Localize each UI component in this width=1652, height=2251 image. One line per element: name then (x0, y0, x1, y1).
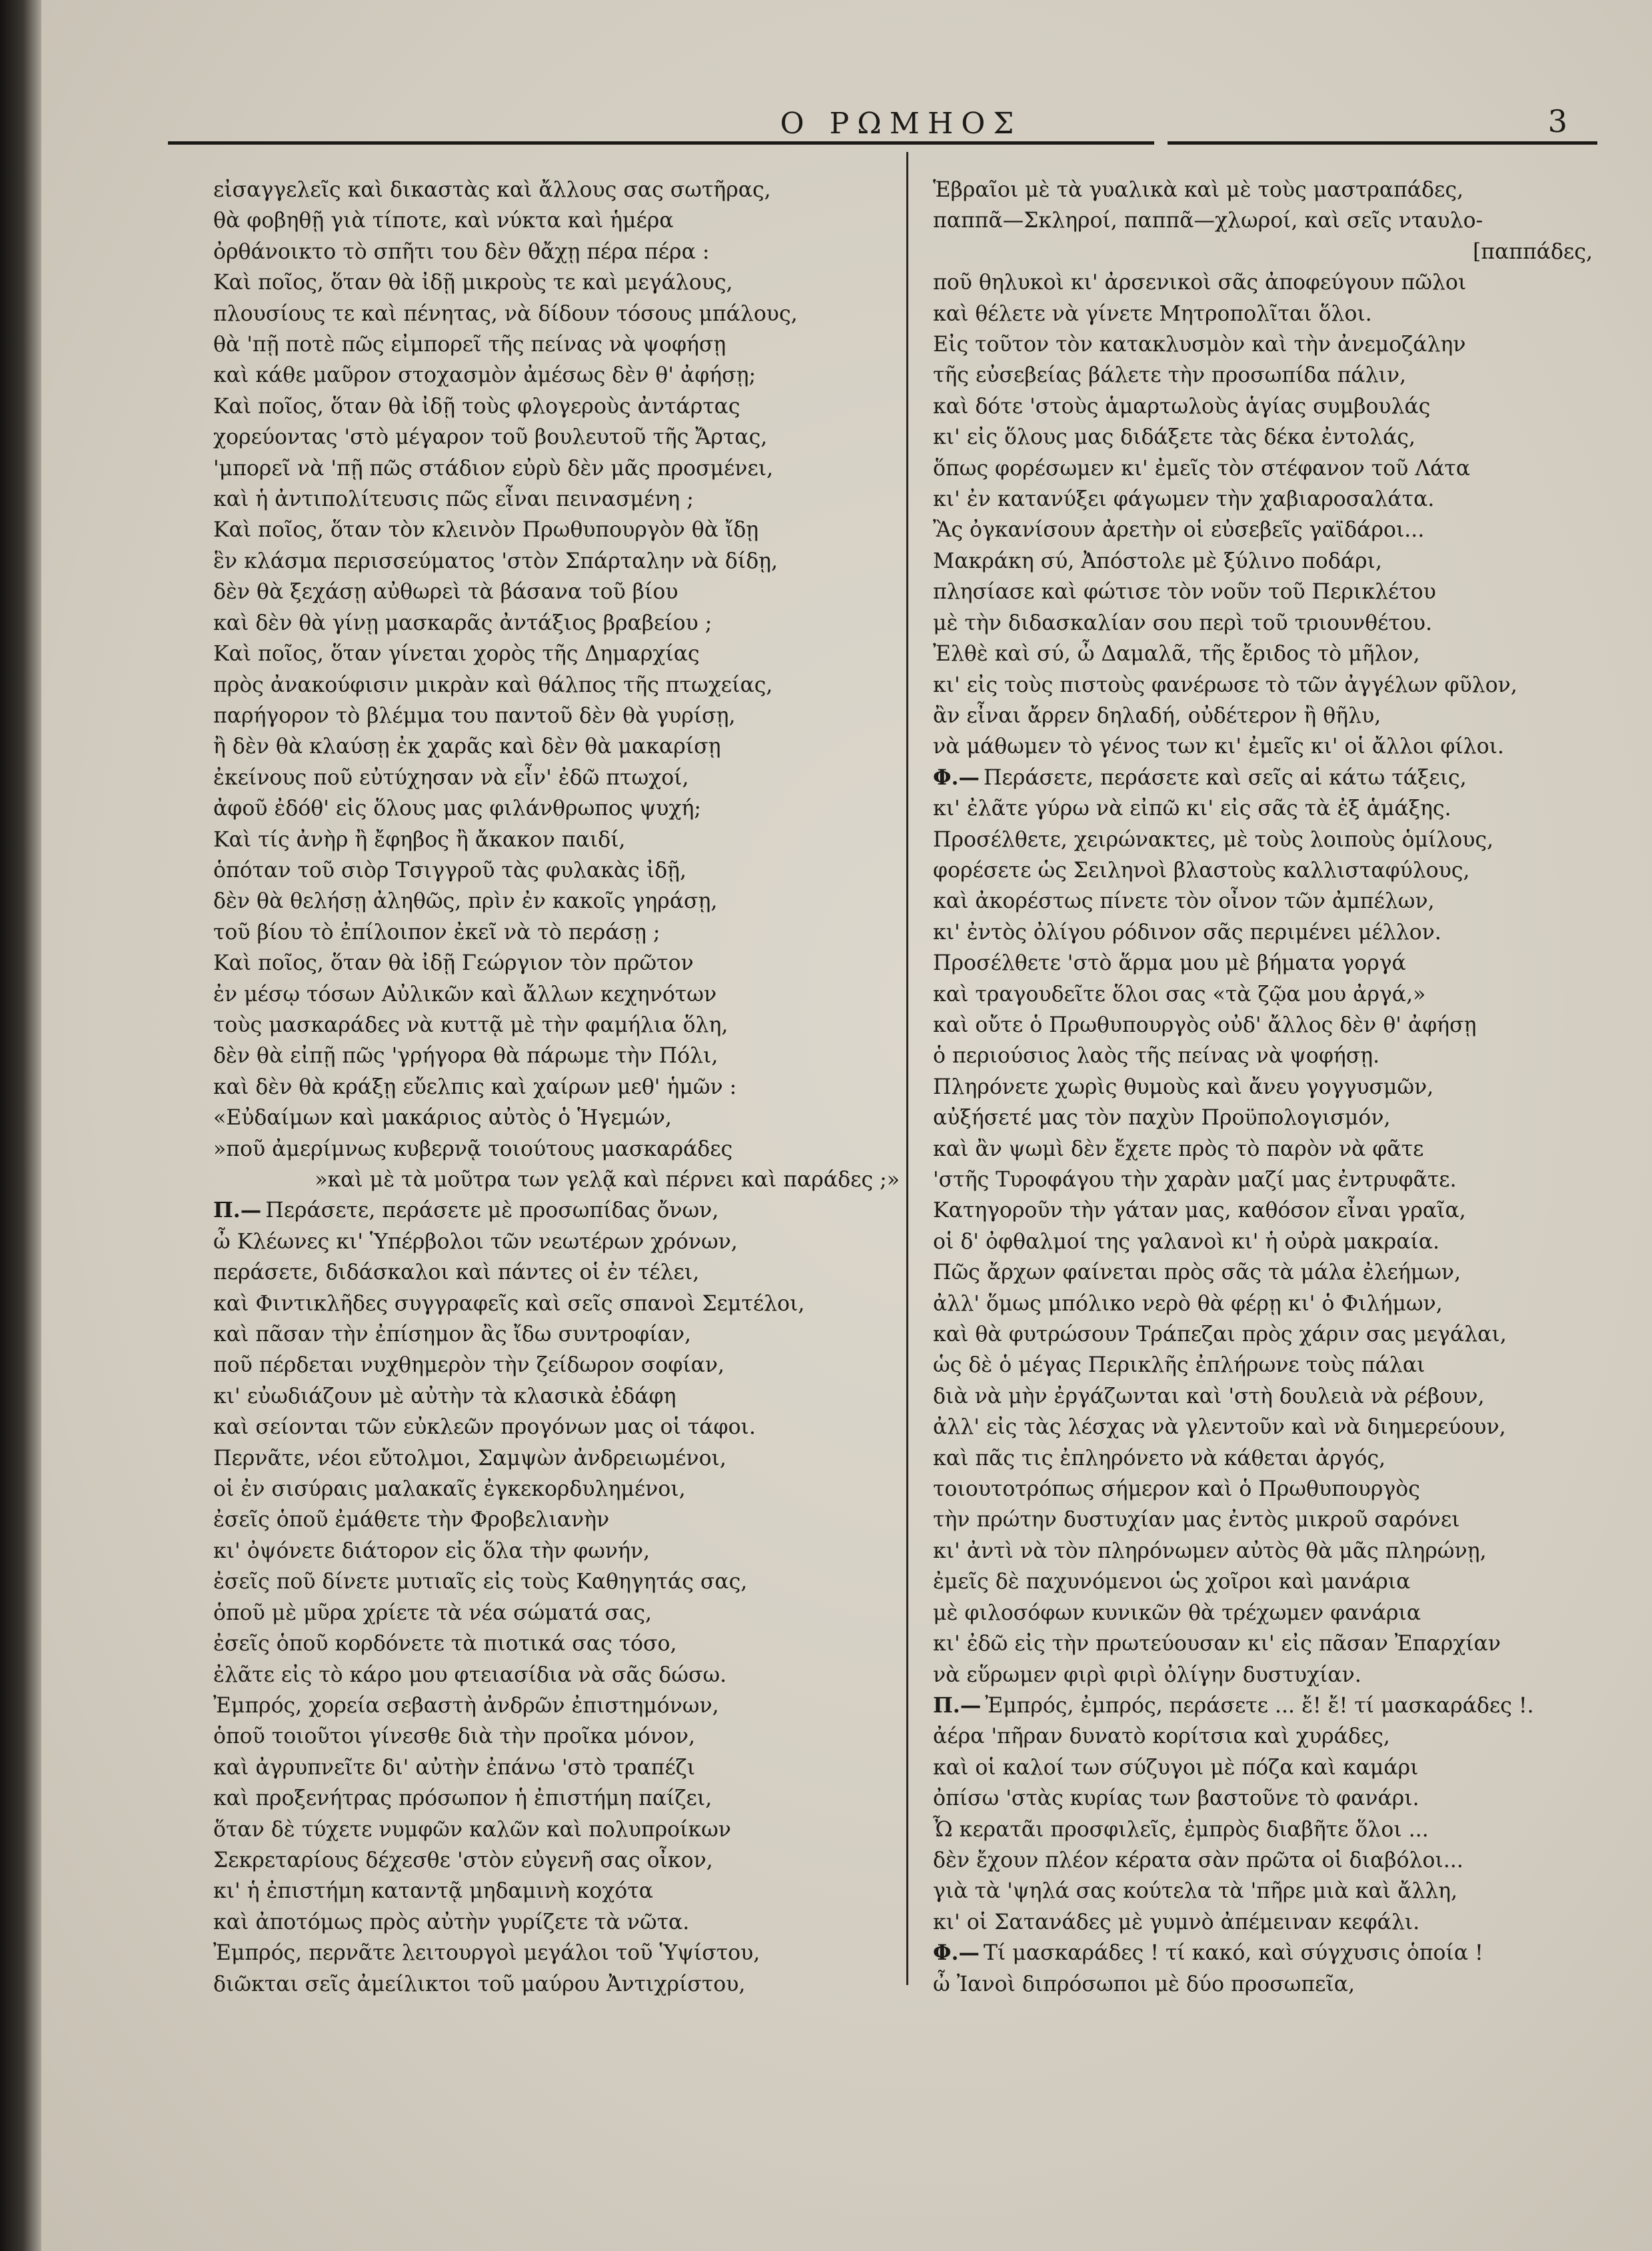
verse-line (933, 1566, 1599, 1597)
verse-text: φορέσετε ὡς Σειληνοὶ βλαστοὺς καλλισταφύλους, (933, 858, 1470, 883)
verse-text: Ἐλθὲ καὶ σύ, ὦ Δαμαλᾶ, τῆς ἔριδος τὸ μῆλον, (933, 642, 1420, 667)
verse-text: καὶ οἱ καλοί των σύζυγοι μὲ πόζα καὶ καμάρι (933, 1755, 1419, 1780)
verse-line (933, 453, 1599, 484)
verse-line (213, 1907, 906, 1938)
verse-text: κι' εἰς ὅλους μας διδάξετε τὰς δέκα ἐντολάς, (933, 425, 1416, 450)
verse-text: Προσέλθετε 'στὸ ἅρμα μου μὲ βήματα γοργά (933, 951, 1406, 976)
verse-text: τοὺς μασκαράδες νὰ κυττᾷ μὲ τὴν φαμήλια ὅλη, (213, 1013, 728, 1037)
verse-line (213, 1288, 906, 1319)
verse-text: καὶ δότε 'στοὺς ἁμαρτωλοὺς ἁγίας συμβουλάς (933, 394, 1431, 419)
verse-line (933, 237, 1599, 267)
verse-text: καὶ ἂν ψωμὶ δὲν ἔχετε πρὸς τὸ παρὸν νὰ φᾶτε (933, 1136, 1424, 1161)
verse-text: Σεκρεταρίους δέχεσθε 'στὸν εὐγενῆ σας οἶκον, (213, 1848, 713, 1872)
verse-text: Ἂς ὀγκανίσουν ἀρετὴν οἱ εὐσεβεῖς γαϊδάροι... (933, 518, 1425, 543)
verse-text: 'μπορεῖ νὰ 'πῇ πῶς στάδιον εὐρὺ δὲν μᾶς προσμένει, (213, 456, 774, 481)
verse-text: ὁποῦ τοιοῦτοι γίνεσθε διὰ τὴν προῖκα μόνον, (213, 1724, 696, 1749)
verse-text: ὦ Κλέωνες κι' Ὑπέρβολοι τῶν νεωτέρων χρόνων, (213, 1229, 738, 1254)
verse-text: ἐσεῖς ὁποῦ ἐμάθετε τὴν Φροβελιανὴν (213, 1508, 610, 1532)
speaker-label: Π.— (213, 1198, 262, 1223)
verse-line (933, 1721, 1599, 1752)
verse-text: Ἐμπρός, ἐμπρός, περάσετε ... ἔ! ἔ! τί μασκαράδες !. (985, 1693, 1534, 1718)
verse-line (933, 484, 1599, 515)
verse-text: Εἰς τοῦτον τὸν κατακλυσμὸν καὶ τὴν ἀνεμοζάλην (933, 333, 1466, 357)
verse-text: Πῶς ἄρχων φαίνεται πρὸς σᾶς τὰ μάλα ἐλεήμων, (933, 1260, 1461, 1285)
verse-line (213, 1412, 906, 1442)
verse-line (933, 1350, 1599, 1380)
verse-text: «Εὐδαίμων καὶ μακάριος αὐτὸς ὁ Ἡγεμών, (213, 1106, 672, 1130)
verse-text: περάσετε, διδάσκαλοι καὶ πάντες οἱ ἐν τέλει, (213, 1260, 700, 1285)
verse-text: ἐλᾶτε εἰς τὸ κάρο μου φτειασίδια νὰ σᾶς δώσω. (213, 1662, 727, 1687)
verse-text: καὶ προξενήτρας πρόσωπον ἡ ἐπιστήμη παίζει, (213, 1786, 712, 1811)
verse-line (933, 1845, 1599, 1876)
verse-text: καὶ δὲν θὰ γίνῃ μασκαρᾶς ἀντάξιος βραβείου ; (213, 611, 712, 635)
verse-line (213, 422, 906, 453)
verse-line (933, 1783, 1599, 1814)
verse-line (213, 948, 906, 979)
verse-line (213, 1474, 906, 1504)
verse-text: ὀρθάνοικτο τὸ σπῆτι του δὲν θἄχῃ πέρα πέρα : (213, 239, 710, 264)
verse-text: Κατηγοροῦν τὴν γάταν μας, καθόσον εἶναι γραῖα, (933, 1198, 1466, 1223)
verse-line (933, 1288, 1599, 1319)
verse-line (213, 1721, 906, 1752)
verse-text: Προσέλθετε, χειρώνακτες, μὲ τοὺς λοιποὺς ὁμίλους, (933, 827, 1494, 852)
verse-line (213, 1134, 906, 1164)
verse-line (933, 1504, 1599, 1535)
verse-line (213, 1598, 906, 1628)
verse-text: διῶκται σεῖς ἀμείλικτοι τοῦ μαύρου Ἀντιχρίστου, (213, 1972, 746, 1996)
verse-text: ὅπως φορέσωμεν κι' ἐμεῖς τὸν στέφανον τοῦ Λάτα (933, 456, 1471, 481)
verse-line (213, 1969, 906, 2000)
verse-text: Τί μασκαράδες ! τί κακό, καὶ σύγχυσις ὁποία ! (983, 1941, 1483, 1966)
verse-line (213, 175, 906, 205)
verse-text: κι' ἐλᾶτε γύρω νὰ εἰπῶ κι' εἰς σᾶς τὰ ἐξ ἁμάξης. (933, 797, 1451, 821)
verse-text: καὶ κάθε μαῦρον στοχασμὸν ἀμέσως δὲν θ' ἀφήσῃ; (213, 363, 756, 388)
verse-text: νὰ εὕρωμεν φιρὶ φιρὶ ὀλίγην δυστυχίαν. (933, 1662, 1361, 1687)
verse-text: κι' ἡ ἐπιστήμη καταντᾷ μηδαμινὴ κοχότα (213, 1879, 654, 1904)
verse-line (213, 1103, 906, 1133)
verse-line (213, 1504, 906, 1535)
verse-text: κι' εἰς τοὺς πιστοὺς φανέρωσε τὸ τῶν ἀγγέλων φῦλον, (933, 673, 1517, 697)
verse-line (213, 1938, 906, 1968)
verse-text: ἀέρα 'πῆραν δυνατὸ κορίτσια καὶ χυράδες, (933, 1724, 1390, 1749)
verse-text: τοιουτοτρόπως σήμερον καὶ ὁ Πρωθυπουργὸς (933, 1477, 1420, 1502)
verse-line (933, 1690, 1599, 1721)
verse-line (933, 1381, 1599, 1412)
verse-text: ἀλλ' ὅμως μπόλικο νερὸ θὰ φέρῃ κι' ὁ Φιλήμων, (933, 1291, 1443, 1316)
verse-line (933, 1536, 1599, 1566)
verse-text: παρήγορον τὸ βλέμμα του παντοῦ δὲν θὰ γυρίσῃ, (213, 703, 736, 728)
verse-line (933, 391, 1599, 422)
verse-line (933, 793, 1599, 824)
verse-line (933, 1072, 1599, 1103)
verse-line (213, 1226, 906, 1257)
page-number: 3 (1547, 103, 1567, 139)
verse-text: διὰ νὰ μὴν ἐργάζωνται καὶ 'στὴ δουλειὰ νὰ ρέβουν, (933, 1384, 1485, 1408)
verse-text: οἱ δ' ὀφθαλμοί της γαλανοὶ κι' ἡ οὐρὰ μακραία. (933, 1229, 1440, 1254)
verse-line (213, 1690, 906, 1721)
verse-text: τῆς εὐσεβείας βάλετε τὴν προσωπίδα πάλιν, (933, 363, 1407, 388)
verse-text: ἀφοῦ ἐδόθ' εἰς ὅλους μας φιλάνθρωπος ψυχή; (213, 797, 702, 821)
verse-line (933, 1474, 1599, 1504)
verse-line (213, 917, 906, 948)
verse-line (933, 825, 1599, 855)
verse-line (933, 1195, 1599, 1226)
verse-line (213, 1350, 906, 1380)
verse-text: ὀπίσω 'στὰς κυρίας των βαστοῦνε τὸ φανάρι. (933, 1786, 1419, 1811)
verse-text: ἐσεῖς ὁποῦ κορδόνετε τὰ πιοτικά σας τόσο, (213, 1632, 677, 1656)
verse-text: καὶ πᾶσαν τὴν ἐπίσημον ἂς ἴδω συντροφίαν, (213, 1322, 692, 1347)
verse-text: κι' οἱ Σατανάδες μὲ γυμνὸ ἀπέμειναν κεφάλι. (933, 1910, 1420, 1934)
verse-text: οἱ ἐν σισύραις μαλακαῖς ἐγκεκορδυλημένοι, (213, 1477, 686, 1502)
verse-text: καὶ πᾶς τις ἐπληρόνετο νὰ κάθεται ἀργός, (933, 1446, 1386, 1470)
verse-text: κι' ὀψόνετε διάτορον εἰς ὅλα τὴν φωνήν, (213, 1538, 650, 1563)
verse-line (213, 360, 906, 391)
verse-line (213, 1783, 906, 1814)
verse-line (933, 886, 1599, 917)
speaker-label: Π.— (933, 1692, 982, 1718)
verse-line (213, 701, 906, 731)
speaker-label: Φ.— (933, 765, 980, 790)
verse-text: ἐν μέσῳ τόσων Αὐλικῶν καὶ ἄλλων κεχηνότων (213, 982, 717, 1007)
left-column (213, 175, 906, 2000)
verse-text: ἐμεῖς δὲ παχυνόμενοι ὡς χοῖροι καὶ μανάρια (933, 1570, 1411, 1594)
verse-line (213, 453, 906, 484)
verse-text: θὰ 'πῇ ποτὲ πῶς εἰμπορεῖ τῆς πείνας νὰ ψοφήσῃ (213, 333, 726, 357)
verse-line (213, 1876, 906, 1906)
verse-text: κι' ἐν κατανύξει φάγωμεν τὴν χαβιαροσαλάτα. (933, 487, 1435, 512)
verse-line (933, 1814, 1599, 1845)
verse-text: Καὶ ποῖος, ὅταν θὰ ἰδῇ τοὺς φλογεροὺς ἀντάρτας (213, 394, 740, 419)
column-divider (906, 152, 908, 1985)
verse-line (933, 670, 1599, 701)
verse-line (933, 175, 1599, 205)
verse-line (213, 1164, 906, 1195)
verse-text: καὶ Φιντικλῆδες συγγραφεῖς καὶ σεῖς σπανοὶ Σεμτέλοι, (213, 1291, 805, 1316)
verse-text: ποῦ πέρδεται νυχθημερὸν τὴν ζείδωρον σοφίαν, (213, 1353, 725, 1378)
verse-text: δὲν θὰ θελήσῃ ἀληθῶς, πρὶν ἐν κακοῖς γηράσῃ, (213, 889, 718, 914)
verse-line (213, 1752, 906, 1783)
verse-line (933, 1041, 1599, 1071)
verse-text: ἐκείνους ποῦ εὐτύχησαν νὰ εἶν' ἐδῶ πτωχοί, (213, 765, 689, 790)
verse-line (213, 237, 906, 267)
verse-text: Ἑβραῖοι μὲ τὰ γυαλικὰ καὶ μὲ τοὺς μαστραπάδες, (933, 178, 1464, 202)
verse-text: Περάσετε, περάσετε καὶ σεῖς αἱ κάτω τάξεις, (983, 765, 1467, 790)
verse-text: πλουσίους τε καὶ πένητας, νὰ δίδουν τόσους μπάλους, (213, 301, 798, 326)
verse-line (933, 329, 1599, 360)
verse-line (933, 299, 1599, 329)
verse-line (933, 639, 1599, 669)
verse-text: »ποῦ ἀμερίμνως κυβερνᾷ τοιούτους μασκαράδες (213, 1136, 733, 1161)
verse-text: ὁ περιούσιος λαὸς τῆς πείνας νὰ ψοφήσῃ. (933, 1044, 1380, 1069)
verse-line (213, 1195, 906, 1226)
running-head-title: Ο ΡΩΜΗΟΣ (780, 107, 1022, 141)
verse-text: καὶ θέλετε νὰ γίνετε Μητροπολῖται ὅλοι. (933, 301, 1372, 326)
right-column (933, 175, 1599, 2000)
verse-text: νὰ μάθωμεν τὸ γένος των κι' ἐμεῖς κι' οἱ ἄλλοι φίλοι. (933, 735, 1505, 759)
verse-text: ἓν κλάσμα περισσεύματος 'στὸν Σπάρταλην νὰ δίδῃ, (213, 549, 778, 573)
verse-text: ὅταν δὲ τύχετε νυμφῶν καλῶν καὶ πολυπροίκων (213, 1817, 732, 1842)
verse-text: Πληρόνετε χωρὶς θυμοὺς καὶ ἄνευ γογγυσμῶν, (933, 1075, 1434, 1099)
verse-line (933, 1103, 1599, 1133)
verse-line (213, 979, 906, 1010)
header-rule-left (168, 141, 1154, 145)
verse-line (213, 639, 906, 669)
verse-line (933, 1628, 1599, 1659)
verse-line (213, 546, 906, 577)
verse-text: καὶ θὰ φυτρώσουν Τράπεζαι πρὸς χάριν σας μεγάλαι, (933, 1322, 1507, 1347)
verse-text: γιὰ τὰ 'ψηλά σας κούτελα τὰ 'πῆρε μιὰ καὶ ἄλλη, (933, 1879, 1458, 1904)
verse-line (213, 825, 906, 855)
verse-line (933, 267, 1599, 298)
verse-text: ὁπόταν τοῦ σιὸρ Τσιγγροῦ τὰς φυλακὰς ἰδῇ, (213, 858, 687, 883)
verse-text: ἂν εἶναι ἄρρεν δηλαδή, οὐδέτερον ἢ θῆλυ, (933, 703, 1381, 728)
verse-line (933, 763, 1599, 793)
verse-line (933, 1412, 1599, 1442)
verse-line (933, 608, 1599, 639)
verse-text: Καὶ ποῖος, ὅταν θὰ ἰδῇ μικροὺς τε καὶ μεγάλους, (213, 271, 733, 295)
verse-text: Καὶ ποῖος, ὅταν τὸν κλεινὸν Πρωθυπουργὸν θὰ ἴδῃ (213, 518, 759, 543)
verse-text: πρὸς ἀνακούφισιν μικρὰν καὶ θάλπος τῆς πτωχείας, (213, 673, 773, 697)
verse-line (933, 1257, 1599, 1288)
verse-text: ὡς δὲ ὁ μέγας Περικλῆς ἐπλήρωνε τοὺς πάλαι (933, 1353, 1425, 1378)
verse-text: ἐσεῖς ποῦ δίνετε μυτιαῖς εἰς τοὺς Καθηγητάς σας, (213, 1570, 748, 1594)
verse-line (933, 1319, 1599, 1350)
verse-text: τὴν πρώτην δυστυχίαν μας ἐντὸς μικροῦ σαρόνει (933, 1508, 1460, 1532)
verse-line (213, 205, 906, 236)
verse-text: ὁποῦ μὲ μῦρα χρίετε τὰ νέα σώματά σας, (213, 1600, 652, 1625)
verse-line (933, 360, 1599, 391)
verse-text: [παππάδες, (1473, 239, 1593, 264)
verse-line (213, 1381, 906, 1412)
verse-text: 'στῆς Τυροφάγου τὴν χαρὰν μαζί μας ἐντρυφᾶτε. (933, 1168, 1457, 1192)
verse-line (933, 577, 1599, 607)
verse-line (933, 422, 1599, 453)
verse-line (933, 546, 1599, 577)
verse-line (213, 608, 906, 639)
verse-line (213, 1072, 906, 1103)
verse-text: ἢ δὲν θὰ κλαύσῃ ἐκ χαρᾶς καὶ δὲν θὰ μακαρίσῃ (213, 735, 721, 759)
verse-text: κι' ἐντὸς ὀλίγου ρόδινον σᾶς περιμένει μέλλον. (933, 920, 1441, 945)
verse-line (213, 670, 906, 701)
verse-text: καὶ ἀποτόμως πρὸς αὐτὴν γυρίζετε τὰ νῶτα. (213, 1910, 690, 1934)
verse-text: Ἐμπρός, χορεία σεβαστὴ ἀνδρῶν ἐπιστημόνων, (213, 1693, 719, 1718)
verse-line (213, 267, 906, 298)
verse-line (933, 1134, 1599, 1164)
verse-line (933, 731, 1599, 762)
speaker-label: Φ.— (933, 1940, 980, 1966)
verse-line (213, 1814, 906, 1845)
header-rule-right (1168, 141, 1597, 145)
verse-line (933, 917, 1599, 948)
verse-text: Καὶ ποῖος, ὅταν γίνεται χορὸς τῆς Δημαρχίας (213, 642, 700, 667)
verse-line (213, 1845, 906, 1876)
verse-text: ἀλλ' εἰς τὰς λέσχας νὰ γλεντοῦν καὶ νὰ διημερεύουν, (933, 1415, 1506, 1440)
verse-text: καὶ σείονται τῶν εὐκλεῶν προγόνων μας οἱ τάφοι. (213, 1415, 756, 1440)
verse-line (933, 1969, 1599, 2000)
verse-line (933, 1226, 1599, 1257)
verse-line (933, 1876, 1599, 1906)
verse-line (213, 329, 906, 360)
verse-line (933, 1598, 1599, 1628)
verse-line (213, 731, 906, 762)
newspaper-page (41, 0, 1652, 2251)
verse-text: πλησίασε καὶ φώτισε τὸν νοῦν τοῦ Περικλέτου (933, 580, 1436, 605)
verse-text: εἰσαγγελεῖς καὶ δικαστὰς καὶ ἄλλους σας σωτῆρας, (213, 178, 771, 202)
verse-line (213, 1536, 906, 1566)
verse-line (213, 886, 906, 917)
verse-line (213, 484, 906, 515)
verse-line (933, 701, 1599, 731)
verse-text: δὲν θὰ ξεχάσῃ αὐθωρεὶ τὰ βάσανα τοῦ βίου (213, 580, 678, 605)
verse-text: κι' ἐδῶ εἰς τὴν πρωτεύουσαν κι' εἰς πᾶσαν Ἐπαρχίαν (933, 1632, 1501, 1656)
verse-text: χορεύοντας 'στὸ μέγαρον τοῦ βουλευτοῦ τῆς Ἄρτας, (213, 425, 768, 450)
verse-text: καὶ ἡ ἀντιπολίτευσις πῶς εἶναι πεινασμένη ; (213, 487, 694, 512)
verse-text: ποῦ θηλυκοὶ κι' ἀρσενικοὶ σᾶς ἀποφεύγουν πῶλοι (933, 271, 1467, 295)
verse-line (213, 1257, 906, 1288)
book-binding-shadow (0, 0, 41, 2251)
verse-text: αὐξήσετέ μας τὸν παχὺν Προϋπολογισμόν, (933, 1106, 1391, 1130)
verse-line (933, 1660, 1599, 1690)
verse-line (213, 515, 906, 545)
verse-line (933, 948, 1599, 979)
verse-line (213, 299, 906, 329)
verse-text: καὶ τραγουδεῖτε ὅλοι σας «τὰ ζῷα μου ἀργά,» (933, 982, 1426, 1007)
verse-text: μὲ τὴν διδασκαλίαν σου περὶ τοῦ τριουνθέτου. (933, 611, 1433, 635)
verse-line (213, 793, 906, 824)
verse-line (213, 1660, 906, 1690)
verse-line (213, 855, 906, 886)
verse-text: κι' εὐωδιάζουν μὲ αὐτὴν τὰ κλασικὰ ἐδάφη (213, 1384, 676, 1408)
verse-text: Περνᾶτε, νέοι εὔτολμοι, Σαμψὼν ἀνδρειωμένοι, (213, 1446, 727, 1470)
verse-line (213, 1628, 906, 1659)
verse-text: θὰ φοβηθῇ γιὰ τίποτε, καὶ νύκτα καὶ ἡμέρα (213, 209, 674, 233)
verse-text: Ὦ κερατᾶι προσφιλεῖς, ἐμπρὸς διαβῆτε ὅλοι ... (933, 1817, 1429, 1842)
verse-text: Μακράκη σύ, Ἀπόστολε μὲ ξύλινο ποδάρι, (933, 549, 1382, 573)
verse-line (933, 205, 1599, 236)
verse-line (213, 391, 906, 422)
verse-text: δὲν ἔχουν πλέον κέρατα σὰν πρῶτα οἱ διαβόλοι... (933, 1848, 1463, 1872)
verse-text: καὶ ἀγρυπνεῖτε δι' αὐτὴν ἐπάνω 'στὸ τραπέζι (213, 1755, 696, 1780)
verse-text: μὲ φιλοσόφων κυνικῶν θὰ τρέχωμεν φανάρια (933, 1600, 1421, 1625)
verse-text: τοῦ βίου τὸ ἐπίλοιπον ἐκεῖ νὰ τὸ περάσῃ ; (213, 920, 660, 945)
verse-text: Καὶ ποῖος, ὅταν θὰ ἰδῇ Γεώργιον τὸν πρῶτον (213, 951, 694, 976)
verse-line (933, 1164, 1599, 1195)
verse-line (933, 855, 1599, 886)
verse-line (213, 763, 906, 793)
verse-line (933, 1010, 1599, 1041)
verse-line (213, 577, 906, 607)
verse-text: »καὶ μὲ τὰ μοῦτρα των γελᾷ καὶ πέρνει καὶ παράδες ;» (315, 1168, 900, 1192)
verse-line (213, 1010, 906, 1041)
verse-text: Περάσετε, περάσετε μὲ προσωπίδας ὄνων, (265, 1198, 719, 1223)
verse-line (933, 1907, 1599, 1938)
verse-text: ὦ Ἰανοὶ διπρόσωποι μὲ δύο προσωπεῖα, (933, 1972, 1355, 1996)
verse-line (213, 1319, 906, 1350)
verse-text: καὶ ἀκορέστως πίνετε τὸν οἶνον τῶν ἀμπέλων, (933, 889, 1435, 914)
verse-line (213, 1566, 906, 1597)
verse-line (933, 515, 1599, 545)
verse-line (933, 1752, 1599, 1783)
verse-text: δὲν θὰ εἰπῇ πῶς 'γρήγορα θὰ πάρωμε τὴν Πόλι, (213, 1044, 718, 1069)
verse-line (213, 1443, 906, 1474)
verse-text: καὶ οὔτε ὁ Πρωθυπουργὸς οὐδ' ἄλλος δὲν θ' ἀφήσῃ (933, 1013, 1477, 1037)
verse-line (933, 1443, 1599, 1474)
verse-text: Καὶ τίς ἀνὴρ ἢ ἔφηβος ἢ ἄκακον παιδί, (213, 827, 626, 852)
verse-line (933, 1938, 1599, 1968)
verse-text: παππᾶ—Σκληροί, παππᾶ—χλωροί, καὶ σεῖς νταυλο- (933, 209, 1483, 233)
verse-text: Ἐμπρός, περνᾶτε λειτουργοὶ μεγάλοι τοῦ Ὑψίστου, (213, 1941, 760, 1966)
verse-line (213, 1041, 906, 1071)
verse-text: κι' ἀντὶ νὰ τὸν πληρόνωμεν αὐτὸς θὰ μᾶς πληρώνῃ, (933, 1538, 1487, 1563)
verse-text: καὶ δὲν θὰ κράξῃ εὔελπις καὶ χαίρων μεθ' ἡμῶν : (213, 1075, 737, 1099)
verse-line (933, 979, 1599, 1010)
